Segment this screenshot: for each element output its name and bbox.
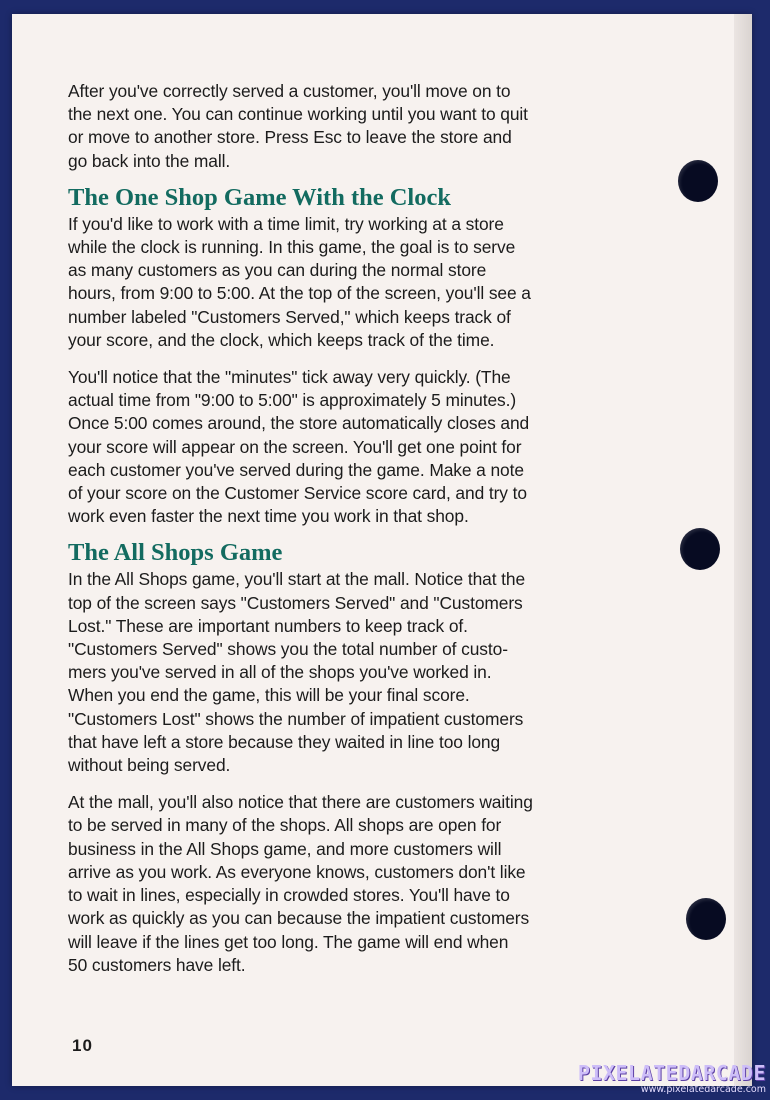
page-number: 10 [72, 1036, 93, 1055]
page-edge [734, 14, 752, 1086]
watermark-url: www.pixelatedarcade.com [640, 1084, 766, 1095]
heading-one-shop-game: The One Shop Game With the Clock [68, 183, 451, 211]
paragraph-minutes: You'll notice that the "minutes" tick away very quickly. (The actual time from "9:00 to 5:00" is approximately 5 minutes.) Once 5:00 comes around, the store automatically closes and your score will appear on the screen. You'll get one point for each customer you've served during the game. Make a note of your score on the Customer Service score card, and try to work even faster the next time you work in that shop. [68, 367, 530, 527]
paragraph-time-limit: If you'd like to work with a time limit, try working at a store while the clock is running. In this game, the goal is to serve as many customers as you can during the normal store hours, from 9:00 to 5:00. At the top of the screen, you'll see a number labeled "Customers Served," which keeps track of your score, and the clock, which keeps track of the time. [68, 213, 531, 350]
heading-all-shops-game: The All Shops Game [68, 539, 283, 567]
paragraph-mall-waiting: At the mall, you'll also notice that there are customers waiting to be served in many of the shops. All shops are open for business in the All Shops game, and more customers will arrive as you work. As everyone knows, customers don't like to wait in lines, especially in crowded stores. You'll have to work as quickly as you can because the impatient customers will leave if the lines get too long. The game will end when 50 customers have left. [68, 792, 533, 975]
page-content [68, 80, 638, 977]
paragraph-all-shops-intro: In the All Shops game, you'll start at the mall. Notice that the top of the screen says "Customers Served" and "Customers Lost." These are important numbers to keep track of. "Customers Served" shows you the total number of custo- mers you've served in all of the shops you've worked in. When you end the game, this will be your final score. "Customers Lost" shows the number of impatient customers that have left a store because they waited in line too long without being served. [68, 569, 526, 776]
binder-hole-middle [680, 528, 720, 570]
manual-page [12, 14, 752, 1086]
watermark-brand: PIXELATEDARCADE [577, 1061, 766, 1085]
binder-hole-top [678, 160, 718, 202]
binder-hole-bottom [686, 898, 726, 940]
paragraph-serving-customers: After you've correctly served a customer, you'll move on to the next one. You can continue working until you want to quit or move to another store. Press Esc to leave the store and go back into the mall. [68, 81, 528, 171]
watermark [578, 1062, 766, 1096]
